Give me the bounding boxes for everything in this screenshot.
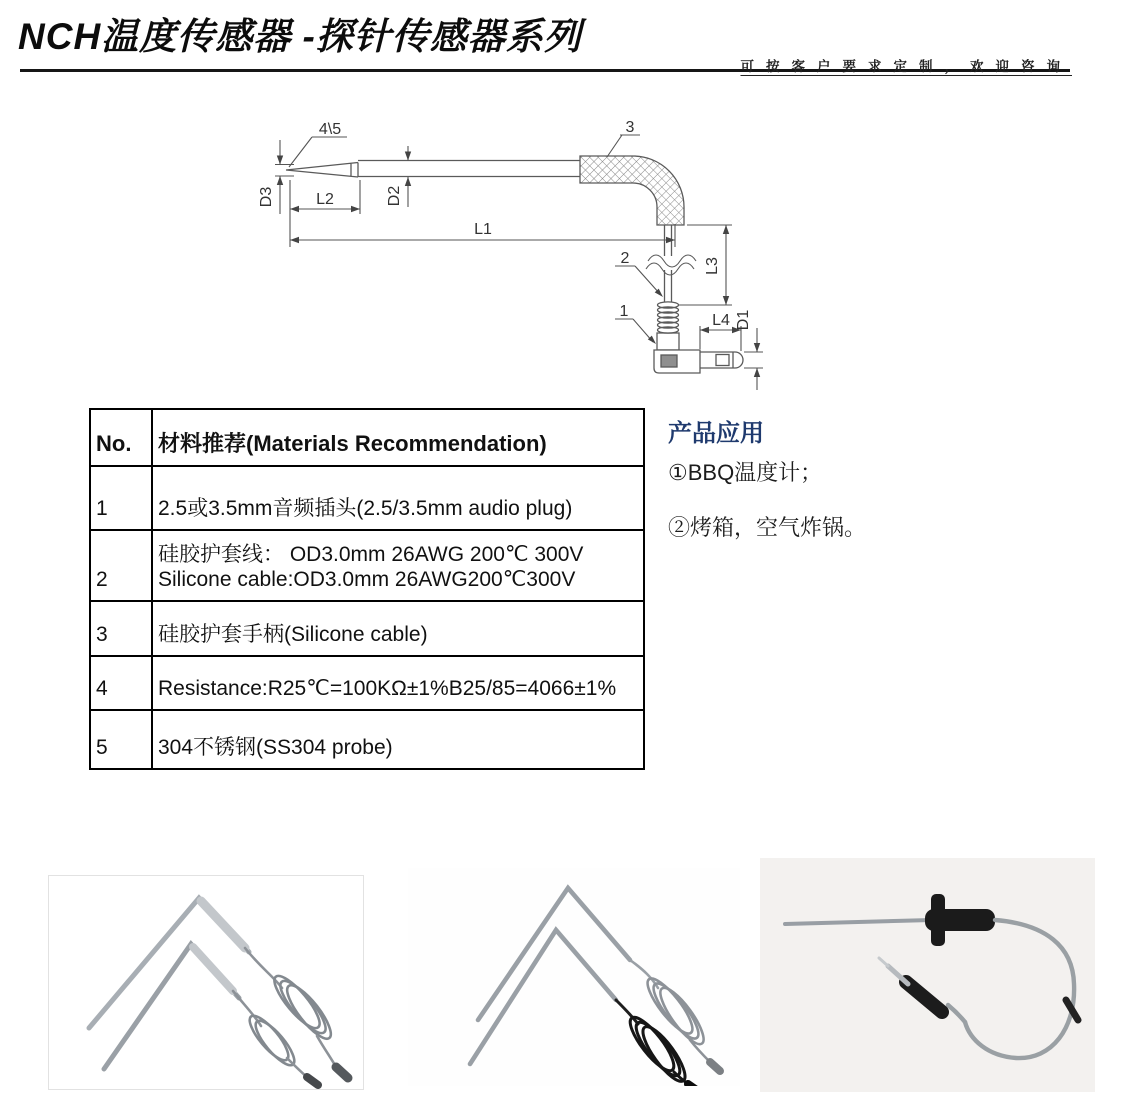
row-material (152, 466, 644, 530)
material-text-2: Silicone cable:OD3.0mm 26AWG200℃300V (158, 568, 576, 592)
part-label-3: 3 (625, 119, 635, 136)
row-no: 2 (90, 530, 152, 601)
custom-order-tagline: 可按客户要求定制，欢迎咨询 (740, 59, 1072, 74)
table-row (90, 530, 644, 601)
row-material (152, 656, 644, 710)
table-row (90, 710, 644, 769)
product-photo-angled-probes-1 (48, 875, 364, 1090)
row-material (152, 530, 644, 601)
row-material (152, 601, 644, 656)
dim-label-l2: L2 (316, 191, 334, 208)
application-item-1: ①BBQ温度计； (668, 460, 823, 485)
row-no: 4 (90, 656, 152, 710)
application-item-2: ②烤箱，空气炸锅。 (668, 515, 867, 540)
probe-outline (286, 156, 743, 373)
row-no: 1 (90, 466, 152, 530)
dimension-arrowheads (277, 152, 760, 378)
material-text: 304不锈钢(SS304 probe) (158, 736, 393, 760)
dim-label-d2: D2 (386, 185, 403, 207)
product-applications-section (668, 413, 1098, 540)
dim-label-d3: D3 (258, 186, 275, 208)
row-no: 3 (90, 601, 152, 656)
table-row (90, 601, 644, 656)
materials-table (89, 408, 645, 770)
table-row (90, 466, 644, 530)
material-text: Resistance:R25℃=100KΩ±1%B25/85=4066±1% (158, 677, 617, 701)
probe-technical-drawing (250, 100, 790, 400)
part-label-2: 2 (620, 250, 630, 267)
part-label-1: 1 (619, 303, 629, 320)
product-photo-angled-probes-2 (408, 868, 740, 1086)
dim-label-l1: L1 (474, 221, 492, 238)
product-photo-straight-probe (760, 858, 1095, 1092)
material-text: 2.5或3.5mm音频插头(2.5/3.5mm audio plug) (158, 497, 573, 521)
applications-heading: 产品应用 (668, 420, 764, 447)
row-no: 5 (90, 710, 152, 769)
material-text: 硅胶护套手柄(Silicone cable) (158, 623, 428, 647)
part-label-4-5: 4\5 (318, 121, 342, 138)
material-text: 硅胶护套线： OD3.0mm 26AWG 200℃ 300V (158, 542, 584, 566)
dim-label-d1: D1 (735, 309, 752, 331)
col-header-materials: 材料推荐(Materials Recommendation) (152, 409, 644, 466)
row-material (152, 710, 644, 769)
page-title: NCH温度传感器 -探针传感器系列 (18, 16, 582, 57)
dim-label-l3: L3 (704, 257, 721, 275)
table-row (90, 656, 644, 710)
dim-label-l4: L4 (712, 312, 730, 329)
col-header-no: No. (90, 409, 152, 466)
table-header-row (90, 409, 644, 466)
